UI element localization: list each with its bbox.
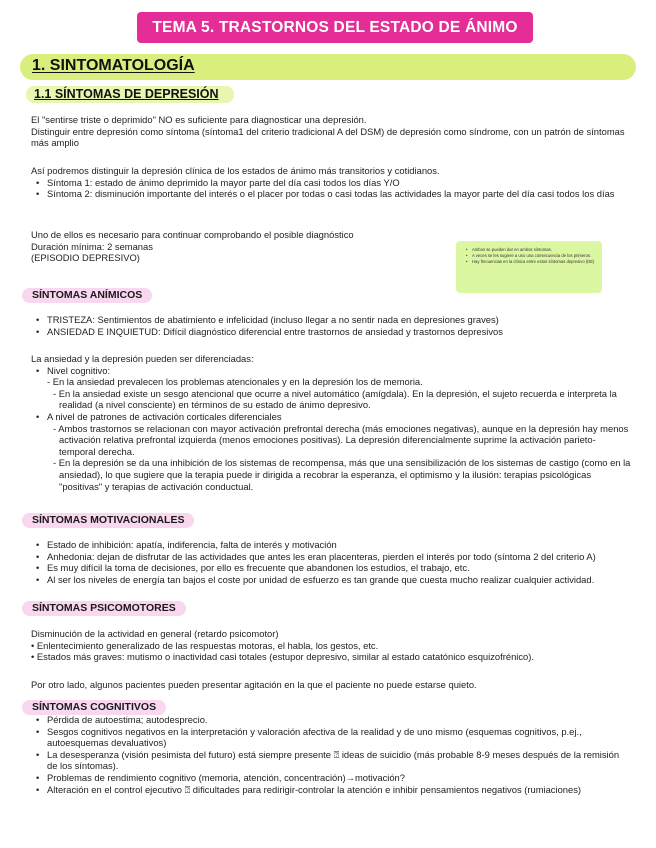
intro-line: Así podremos distinguir la depresión clínica de los estados de ánimo más transitorios y cotidianos. (31, 165, 440, 176)
list-item: • A veces se les sugiere a uno una consecuencia de los primeros. (472, 253, 596, 259)
heading-sintomas-cognitivos: SÍNTOMAS COGNITIVOS (22, 700, 166, 715)
dash-item: - En la depresión se da una inhibición de los sistemas de recompensa, más que una sensibilización de los sistemas de castigo (como en la ansiedad), lo que sugiere que la terapia puede ir dirigida a recobrar la esperanza, el optimismo y la ilusión: terapias psicológicas "positivas" y terapias de activación conductual. (53, 457, 631, 492)
list-item: • Sesgos cognitivos negativos en la interpretación y valoración afectiva de la realidad y de uno mismo (esquemas cognitivos, p.ej., autoesquemas devaluativos) (47, 726, 629, 749)
list-item: • Hay frecuencias en la clínica entre estos síntomas depresivo (DE) (472, 259, 596, 265)
animicos-list (31, 314, 629, 337)
motivacionales-block (31, 539, 631, 585)
list-item: • Anhedonia: dejan de disfrutar de las actividades que antes les eran placenteras, pierden el interés por todo (síntoma 2 del criterio A) (47, 551, 631, 563)
list-item: • Problemas de rendimiento cognitivo (memoria, atención, concentración)→motivación? (47, 772, 629, 784)
list-item: • ANSIEDAD E INQUIETUD: Difícil diagnóstico diferencial entre trastornos de ansiedad y trastornos depresivos (47, 326, 629, 338)
list-item: • TRISTEZA: Sentimientos de abatimiento e infelicidad (incluso llegar a no sentir nada en depresiones graves) (47, 314, 629, 326)
section-heading (20, 54, 636, 80)
diferenciacion-block (31, 353, 631, 492)
heading-sintomas-animicos: SÍNTOMAS ANÍMICOS (22, 288, 152, 303)
side-note-list (464, 247, 596, 264)
subsection-heading-text: 1.1 SÍNTOMAS DE DEPRESIÓN (34, 87, 219, 101)
intro-line: (EPISODIO DEPRESIVO) (31, 252, 140, 264)
intro-line: Distinguir entre depresión como síntoma (síntoma1 del criterio tradicional A del DSM) de depresión como síndrome, con un patrón de síntomas más amplio (31, 125, 625, 149)
intro-line: El "sentirse triste o deprimido" NO es suficiente para diagnosticar una depresión. (31, 114, 367, 125)
document-title-text: TEMA 5. TRASTORNOS DEL ESTADO DE ÁNIMO (152, 18, 518, 36)
animicos-block (31, 314, 629, 337)
list-item: • Síntoma 2: disminución importante del interés o el placer por todas o casi todas las actividades la mayor parte del día casi todos los días (47, 188, 631, 200)
section-heading-text: 1. SINTOMATOLOGÍA (32, 57, 195, 74)
list-item: • Ambos se pueden dar en ambos síntomas. (472, 247, 596, 253)
nivel-list (31, 365, 631, 377)
heading-sintomas-motivacionales: SÍNTOMAS MOTIVACIONALES (22, 513, 194, 528)
subsection-heading (26, 86, 234, 103)
list-item: • A nivel de patrones de activación corticales diferenciales (47, 411, 631, 423)
dash-item: - Ambos trastornos se relacionan con mayor activación prefrontal derecha (más emociones negativas), aunque en la depresión hay menos activación relativa prefrontal izquierda (menos emociones positivas). La depresión diferencialmente suprime la activación parieto-temporal derecha. (53, 422, 629, 457)
list-item: • Síntoma 1: estado de ánimo deprimido la mayor parte del día casi todos los días Y/O (47, 177, 631, 189)
paragraph: Disminución de la actividad en general (retardo psicomotor) (31, 628, 279, 639)
psicomotores-agitacion (31, 679, 631, 691)
list-item: • Estado de inhibición: apatía, indiferencia, falta de interés y motivación (47, 539, 631, 551)
paragraph: Por otro lado, algunos pacientes pueden presentar agitación en la que el paciente no puede estarse quieto. (31, 679, 477, 690)
dash-item: - En la ansiedad prevalecen los problemas atencionales y en la depresión los de memoria. (47, 376, 423, 388)
intro-line: Duración mínima: 2 semanas (31, 240, 153, 252)
paragraph: • Enlentecimiento generalizado de las respuestas motoras, el habla, los gestos, etc. (31, 639, 379, 651)
motivacionales-list (31, 539, 631, 585)
list-item: • Es muy difícil la toma de decisiones, por ello es frecuente que abandonen los estudios, el trabajo, etc. (47, 562, 631, 574)
nivel-list (31, 411, 631, 423)
intro-block-3 (31, 229, 431, 264)
dash-item: - En la ansiedad existe un sesgo atencional que ocurre a nivel automático (amígdala). En la depresión, el sujeto recuerda e interpreta la realidad (a nivel consciente) en términos de su estado de ánimo depresivo. (53, 387, 617, 411)
paragraph: • Estados más graves: mutismo o inactividad casi totales (estupor depresivo, similar al estado catatónico esquizofrénico). (31, 651, 534, 663)
heading-sintomas-psicomotores: SÍNTOMAS PSICOMOTORES (22, 601, 186, 616)
cognitivos-list (31, 714, 629, 795)
list-item: • Pérdida de autoestima; autodesprecio. (47, 714, 629, 726)
psicomotores-block (31, 628, 631, 663)
list-item: • La desesperanza (visión pesimista del futuro) está siempre presente ⍰ ideas de suicidio (más probable 8-9 meses después de la remisión de los síntomas). (47, 749, 629, 772)
cognitivos-block (31, 714, 629, 795)
side-note (456, 241, 602, 293)
criteria-list (31, 177, 631, 200)
intro-line: Uno de ellos es necesario para continuar comprobando el posible diagnóstico (31, 229, 354, 240)
list-item: • Al ser los niveles de energía tan bajos el coste por unidad de esfuerzo es tan grande que cuesta mucho realizar cualquier actividad. (47, 574, 631, 586)
document-title (137, 12, 533, 43)
list-item: • Alteración en el control ejecutivo ⍰ dificultades para redirigir-controlar la atención e inhibir pensamientos negativos (rumiaciones) (47, 784, 629, 796)
list-item: • Nivel cognitivo: (47, 365, 631, 377)
intro-block-2 (31, 165, 631, 200)
intro-block (31, 114, 627, 149)
paragraph: La ansiedad y la depresión pueden ser diferenciadas: (31, 353, 254, 364)
